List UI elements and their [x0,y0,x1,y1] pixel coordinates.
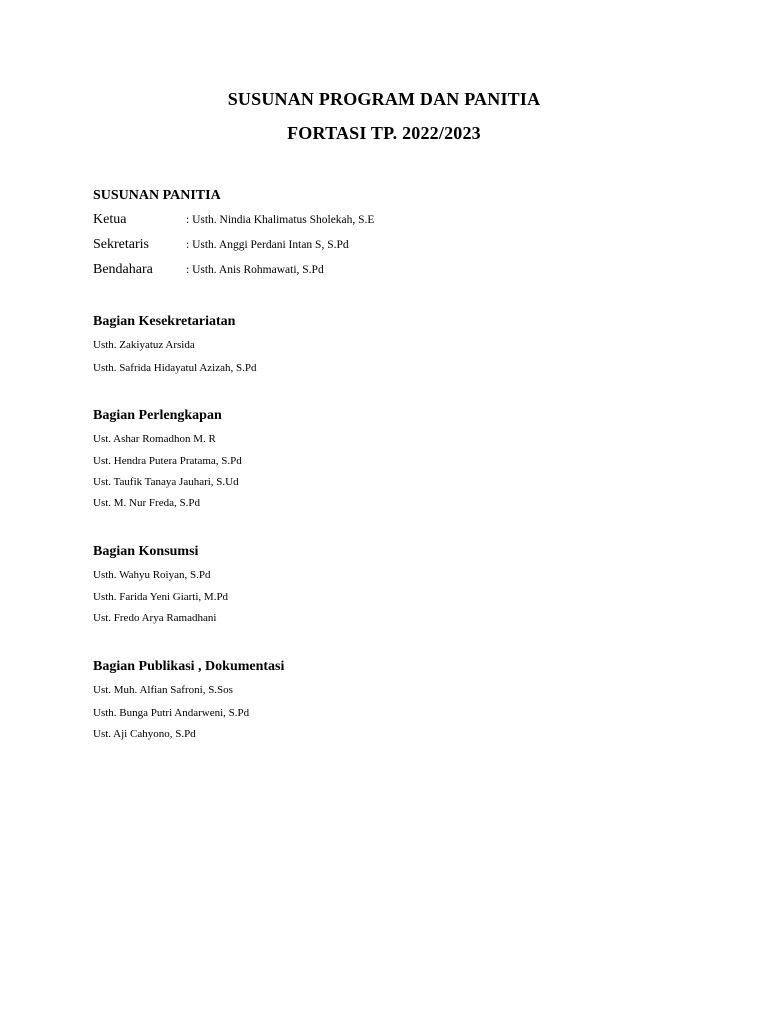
list-item: Usth. Wahyu Roiyan, S.Pd [93,569,211,581]
officer-row-bendahara [93,262,693,282]
list-item: Usth. Safrida Hidayatul Azizah, S.Pd [93,362,257,374]
list-item: Ust. Fredo Arya Ramadhani [93,612,217,624]
list-item: Ust. Ashar Romadhon M. R [93,433,216,445]
panitia-heading: SUSUNAN PANITIA [93,188,221,203]
document-subtitle: FORTASI TP. 2022/2023 [287,123,481,143]
list-item: Ust. Hendra Putera Pratama, S.Pd [93,455,242,467]
officer-role: Bendahara [93,262,153,277]
list-item: Ust. Taufik Tanaya Jauhari, S.Ud [93,476,239,488]
officer-row-ketua [93,212,693,232]
list-item: Ust. Aji Cahyono, S.Pd [93,728,196,740]
officer-name: : Usth. Anis Rohmawati, S.Pd [186,264,324,276]
document-title: SUSUNAN PROGRAM DAN PANITIA [227,89,541,109]
list-item: Usth. Farida Yeni Giarti, M.Pd [93,591,229,603]
section-heading-konsumsi: Bagian Konsumsi [93,544,199,559]
officer-role: Sekretaris [93,237,149,252]
section-heading-perlengkapan: Bagian Perlengkapan [93,408,222,423]
officer-name: : Usth. Anggi Perdani Intan S, S.Pd [186,239,349,251]
list-item: Usth. Bunga Putri Andarweni, S.Pd [93,707,250,719]
list-item: Usth. Zakiyatuz Arsida [93,339,195,351]
list-item: Ust. Muh. Alfian Safroni, S.Sos [93,684,233,696]
list-item: Ust. M. Nur Freda, S.Pd [93,497,200,509]
section-heading-publikasi-dokumentasi: Bagian Publikasi , Dokumentasi [93,659,285,674]
officer-row-sekretaris [93,237,693,257]
section-heading-kesekretariatan: Bagian Kesekretariatan [93,314,236,329]
officer-name: : Usth. Nindia Khalimatus Sholekah, S.E [186,214,375,226]
officer-role: Ketua [93,212,127,227]
